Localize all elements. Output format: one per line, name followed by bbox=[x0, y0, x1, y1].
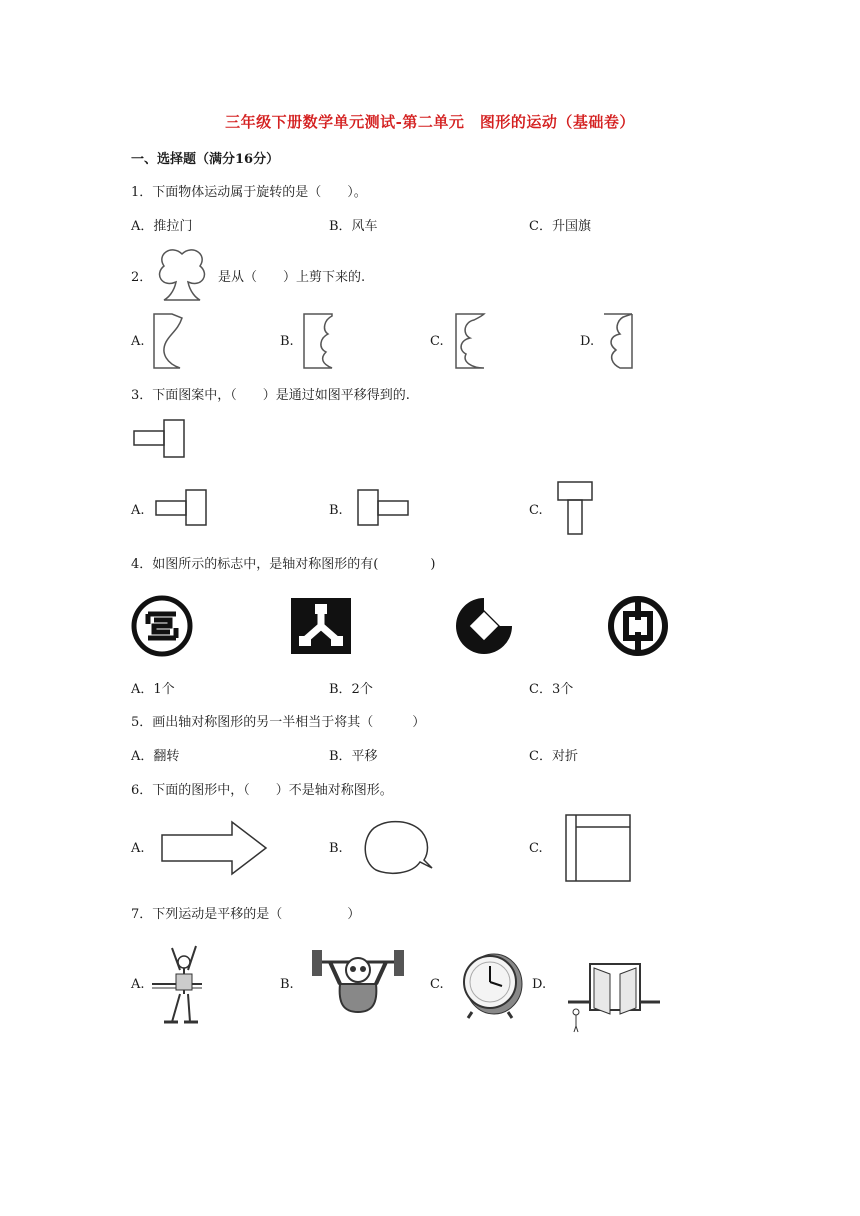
clover-shape-figure bbox=[154, 244, 210, 302]
q4-option-c[interactable]: C．3个 bbox=[529, 682, 574, 697]
q6-option-c[interactable]: C. bbox=[529, 841, 543, 856]
question-7-text: 7．下列运动是平移的是（ ） bbox=[131, 907, 361, 922]
child-on-bar-illustration bbox=[150, 938, 216, 1026]
q5-option-b[interactable]: B．平移 bbox=[329, 749, 378, 764]
section-heading: 一、选择题（满分16分） bbox=[131, 152, 280, 167]
bank-logo-4 bbox=[606, 594, 670, 658]
q1-option-c[interactable]: C．升国旗 bbox=[529, 219, 591, 234]
folded-shape-d bbox=[600, 312, 636, 370]
q2-option-d[interactable]: D. bbox=[580, 334, 595, 349]
q5-option-c[interactable]: C．对折 bbox=[529, 749, 578, 764]
question-2-text: 是从（ ）上剪下来的. bbox=[218, 270, 366, 285]
t-shape-option-b bbox=[354, 488, 414, 530]
question-3-text: 3．下面图案中，（ ）是通过如图平移得到的. bbox=[131, 388, 410, 403]
panda-weightlifter-illustration bbox=[310, 944, 406, 1016]
question-4-text: 4．如图所示的标志中，是轴对称图形的有( ) bbox=[131, 557, 436, 572]
question-1-text: 1．下面物体运动属于旋转的是（ ）。 bbox=[131, 185, 367, 200]
clock-illustration bbox=[458, 946, 524, 1020]
bank-logo-3 bbox=[452, 594, 516, 658]
q4-option-a[interactable]: A．1个 bbox=[131, 682, 175, 697]
bank-logo-1 bbox=[130, 594, 194, 658]
t-shape-reference bbox=[130, 418, 190, 460]
speech-bubble-shape bbox=[360, 818, 434, 878]
question-6-text: 6．下面的图形中，（ ）不是轴对称图形。 bbox=[131, 783, 393, 798]
q2-option-b[interactable]: B. bbox=[280, 334, 294, 349]
folded-shape-b bbox=[300, 312, 336, 370]
q5-option-a[interactable]: A．翻转 bbox=[131, 749, 180, 764]
question-2-number: 2． bbox=[131, 270, 153, 285]
q3-option-b[interactable]: B. bbox=[329, 503, 343, 518]
question-5-text: 5．画出轴对称图形的另一半相当于将其（ ） bbox=[131, 715, 426, 730]
q1-option-b[interactable]: B．风车 bbox=[329, 219, 378, 234]
q7-option-c[interactable]: C. bbox=[430, 977, 444, 992]
q2-option-c[interactable]: C. bbox=[430, 334, 444, 349]
bank-logo-2 bbox=[291, 598, 351, 654]
folded-shape-c bbox=[452, 312, 488, 370]
q1-option-a[interactable]: A．推拉门 bbox=[131, 219, 193, 234]
q4-option-b[interactable]: B．2个 bbox=[329, 682, 373, 697]
folded-shape-a bbox=[150, 312, 186, 370]
page-title: 三年级下册数学单元测试-第二单元 图形的运动（基础卷） bbox=[225, 113, 635, 131]
arrow-shape bbox=[160, 820, 270, 876]
revolving-door-illustration bbox=[566, 954, 662, 1034]
q2-option-a[interactable]: A. bbox=[131, 334, 145, 349]
q7-option-d[interactable]: D. bbox=[532, 977, 547, 992]
q6-option-b[interactable]: B. bbox=[329, 841, 343, 856]
t-shape-option-a bbox=[152, 488, 212, 530]
q3-option-a[interactable]: A. bbox=[131, 503, 145, 518]
q7-option-b[interactable]: B. bbox=[280, 977, 294, 992]
framed-square-shape bbox=[564, 813, 632, 883]
q3-option-c[interactable]: C. bbox=[529, 503, 543, 518]
q7-option-a[interactable]: A. bbox=[131, 977, 145, 992]
q6-option-a[interactable]: A. bbox=[131, 841, 145, 856]
t-shape-option-c bbox=[556, 480, 596, 538]
